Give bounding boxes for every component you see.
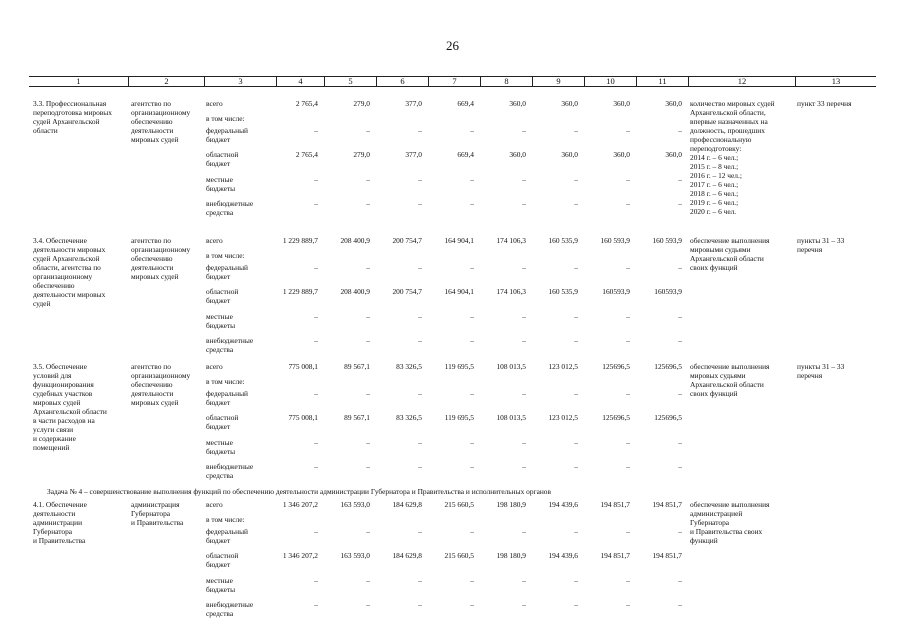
amount-cell: 89 567,1 <box>344 362 370 371</box>
amount-cell: 360,0 <box>561 150 578 159</box>
amount-cell: – <box>678 263 682 272</box>
amount-cell: – <box>574 263 578 272</box>
amount-cell: – <box>314 263 318 272</box>
funding-source-label: всего <box>206 236 223 245</box>
amount-cell: 360,0 <box>613 150 630 159</box>
expected-result: обеспечение выполнения администрацией Губернатора и Правительства своих функций <box>690 500 770 545</box>
funding-source-label: внебюджетные средства <box>206 199 254 217</box>
amount-cell: – <box>470 312 474 321</box>
section-executor: агентство по организационному обеспечению деятельности мировых судей <box>131 99 191 144</box>
amount-cell: – <box>470 126 474 135</box>
amount-cell: – <box>470 600 474 609</box>
amount-cell: – <box>678 462 682 471</box>
amount-cell: 163 593,0 <box>340 500 370 509</box>
amount-cell: – <box>678 600 682 609</box>
amount-cell: 163 593,0 <box>340 551 370 560</box>
amount-cell: – <box>366 336 370 345</box>
amount-cell: 200 754,7 <box>392 236 422 245</box>
funding-source-label: областной бюджет <box>206 551 239 569</box>
amount-cell: 125696,5 <box>602 362 630 371</box>
amount-cell: – <box>678 576 682 585</box>
amount-cell: 279,0 <box>353 99 370 108</box>
amount-cell: – <box>574 600 578 609</box>
amount-cell: – <box>522 600 526 609</box>
amount-cell: – <box>626 336 630 345</box>
amount-cell: – <box>418 263 422 272</box>
reference-note: пункт 33 перечня <box>797 99 852 108</box>
amount-cell: – <box>678 389 682 398</box>
funding-source-label: местные бюджеты <box>206 175 236 193</box>
section-name: 3.4. Обеспечение деятельности мировых судей Архангельской области, агентства по организационному обеспечению деятельности мировых судей <box>33 236 106 308</box>
section-executor: агентство по организационному обеспечению деятельности мировых судей <box>131 362 191 407</box>
amount-cell: – <box>626 199 630 208</box>
amount-cell: – <box>678 312 682 321</box>
amount-cell: 1 346 207,2 <box>282 500 318 509</box>
amount-cell: – <box>678 438 682 447</box>
section-row <box>29 362 876 489</box>
amount-cell: 2 765,4 <box>295 150 318 159</box>
amount-cell: 89 567,1 <box>344 413 370 422</box>
amount-cell: 125696,5 <box>654 362 682 371</box>
amount-cell: 164 904,1 <box>444 236 474 245</box>
funding-source-label: областной бюджет <box>206 413 239 431</box>
amount-cell: 208 400,9 <box>340 236 370 245</box>
amount-cell: 125696,5 <box>602 413 630 422</box>
amount-cell: – <box>314 312 318 321</box>
amount-cell: – <box>418 126 422 135</box>
section-executor: администрация Губернатора и Правительства <box>131 500 184 527</box>
amount-cell: 123 012,5 <box>548 413 578 422</box>
funding-source-label: внебюджетные средства <box>206 462 254 480</box>
amount-cell: – <box>522 263 526 272</box>
amount-cell: – <box>470 263 474 272</box>
amount-cell: – <box>574 389 578 398</box>
amount-cell: 215 660,5 <box>444 551 474 560</box>
amount-cell: 184 629,8 <box>392 551 422 560</box>
amount-cell: – <box>314 389 318 398</box>
column-header-3: 3 <box>204 77 276 86</box>
amount-cell: – <box>574 527 578 536</box>
funding-source-label: местные бюджеты <box>206 576 236 594</box>
amount-cell: – <box>522 389 526 398</box>
amount-cell: 200 754,7 <box>392 287 422 296</box>
task-4-heading: Задача № 4 – совершенствование выполнения функций по обеспечению деятельности администрации Губернатора и Правительства и исполнительных органов <box>47 487 551 496</box>
amount-cell: – <box>626 527 630 536</box>
amount-cell: – <box>678 126 682 135</box>
amount-cell: – <box>626 312 630 321</box>
amount-cell: 669,4 <box>457 99 474 108</box>
amount-cell: 279,0 <box>353 150 370 159</box>
amount-cell: 174 106,3 <box>496 236 526 245</box>
amount-cell: – <box>574 126 578 135</box>
amount-cell: – <box>470 389 474 398</box>
budget-table <box>29 76 876 618</box>
amount-cell: – <box>314 199 318 208</box>
amount-cell: – <box>574 438 578 447</box>
amount-cell: 198 180,9 <box>496 500 526 509</box>
column-header-12: 12 <box>688 77 795 86</box>
funding-source-label: в том числе: <box>206 251 245 260</box>
amount-cell: – <box>678 175 682 184</box>
amount-cell: 360,0 <box>509 99 526 108</box>
amount-cell: 1 229 889,7 <box>282 236 318 245</box>
amount-cell: 160 593,9 <box>652 236 682 245</box>
amount-cell: 360,0 <box>665 99 682 108</box>
amount-cell: 198 180,9 <box>496 551 526 560</box>
amount-cell: – <box>418 462 422 471</box>
amount-cell: – <box>314 600 318 609</box>
amount-cell: – <box>314 527 318 536</box>
amount-cell: – <box>470 462 474 471</box>
funding-source-label: федеральный бюджет <box>206 126 248 144</box>
amount-cell: – <box>678 199 682 208</box>
amount-cell: – <box>470 199 474 208</box>
amount-cell: 360,0 <box>509 150 526 159</box>
amount-cell: 184 629,8 <box>392 500 422 509</box>
amount-cell: 108 013,5 <box>496 362 526 371</box>
column-header-10: 10 <box>584 77 636 86</box>
amount-cell: – <box>678 336 682 345</box>
amount-cell: – <box>366 199 370 208</box>
funding-source-label: в том числе: <box>206 377 245 386</box>
amount-cell: 160593,9 <box>654 287 682 296</box>
amount-cell: 194 439,6 <box>548 551 578 560</box>
amount-cell: – <box>366 263 370 272</box>
amount-cell: – <box>522 462 526 471</box>
amount-cell: 160 593,9 <box>600 236 630 245</box>
reference-note: пункты 31 – 33 перечня <box>797 236 845 254</box>
amount-cell: – <box>418 389 422 398</box>
amount-cell: – <box>366 600 370 609</box>
amount-cell: 2 765,4 <box>295 99 318 108</box>
funding-source-label: всего <box>206 500 223 509</box>
column-header-row <box>29 76 876 87</box>
amount-cell: 164 904,1 <box>444 287 474 296</box>
amount-cell: – <box>366 175 370 184</box>
amount-cell: 1 346 207,2 <box>282 551 318 560</box>
amount-cell: – <box>574 175 578 184</box>
amount-cell: – <box>366 527 370 536</box>
section-row <box>29 500 876 627</box>
amount-cell: 377,0 <box>405 150 422 159</box>
amount-cell: – <box>314 438 318 447</box>
amount-cell: – <box>522 336 526 345</box>
amount-cell: – <box>366 462 370 471</box>
amount-cell: – <box>626 438 630 447</box>
amount-cell: – <box>626 263 630 272</box>
column-header-7: 7 <box>428 77 480 86</box>
amount-cell: 160 535,9 <box>548 287 578 296</box>
section-executor: агентство по организационному обеспечению деятельности мировых судей <box>131 236 191 281</box>
amount-cell: – <box>366 312 370 321</box>
funding-source-label: в том числе: <box>206 515 245 524</box>
section-name: 3.3. Профессиональная переподготовка мировых судей Архангельской области <box>33 99 112 135</box>
section-name: 4.1. Обеспечение деятельности администрации Губернатора и Правительства <box>33 500 87 545</box>
amount-cell: – <box>574 576 578 585</box>
amount-cell: 215 660,5 <box>444 500 474 509</box>
funding-source-label: федеральный бюджет <box>206 263 248 281</box>
amount-cell: – <box>470 438 474 447</box>
amount-cell: 125696,5 <box>654 413 682 422</box>
amount-cell: – <box>626 600 630 609</box>
amount-cell: 194 851,7 <box>600 551 630 560</box>
column-header-2: 2 <box>128 77 204 86</box>
column-header-11: 11 <box>636 77 688 86</box>
funding-source-label: федеральный бюджет <box>206 527 248 545</box>
funding-source-label: внебюджетные средства <box>206 336 254 354</box>
amount-cell: 669,4 <box>457 150 474 159</box>
amount-cell: 160 535,9 <box>548 236 578 245</box>
amount-cell: – <box>522 527 526 536</box>
amount-cell: – <box>418 576 422 585</box>
amount-cell: 119 695,5 <box>444 362 474 371</box>
amount-cell: – <box>574 336 578 345</box>
amount-cell: – <box>418 527 422 536</box>
amount-cell: – <box>314 462 318 471</box>
amount-cell: – <box>470 576 474 585</box>
amount-cell: – <box>626 462 630 471</box>
funding-source-label: в том числе: <box>206 114 245 123</box>
funding-source-label: федеральный бюджет <box>206 389 248 407</box>
funding-source-label: местные бюджеты <box>206 438 236 456</box>
amount-cell: – <box>470 527 474 536</box>
amount-cell: 194 439,6 <box>548 500 578 509</box>
funding-source-label: областной бюджет <box>206 287 239 305</box>
amount-cell: – <box>366 126 370 135</box>
amount-cell: – <box>314 175 318 184</box>
amount-cell: 360,0 <box>613 99 630 108</box>
expected-result: количество мировых судей Архангельской области, впервые назначенных на должность, прошедших профессиональную переподготовку: 2014 г. – 6 чел.; 2015 г. – 8 чел.; 2016 г. – 12 чел.; 2017 г. – 6 чел.; 2018 г. – 6 чел.; 2019 г. – 6 чел.; 2020 г. – 6 чел. <box>690 99 775 216</box>
amount-cell: – <box>626 175 630 184</box>
amount-cell: – <box>522 312 526 321</box>
section-row <box>29 236 876 363</box>
amount-cell: – <box>626 126 630 135</box>
amount-cell: – <box>626 576 630 585</box>
section-name: 3.5. Обеспечение условий для функционирования судебных участков мировых судей Архангельской области в части расходов на услуги связи и содержание помещений <box>33 362 107 452</box>
expected-result: обеспечение выполнения мировыми судьями Архангельской области своих функций <box>690 236 770 272</box>
amount-cell: 83 326,5 <box>396 362 422 371</box>
amount-cell: – <box>418 438 422 447</box>
amount-cell: 360,0 <box>561 99 578 108</box>
amount-cell: – <box>314 336 318 345</box>
amount-cell: 377,0 <box>405 99 422 108</box>
amount-cell: – <box>470 336 474 345</box>
section-row <box>29 99 876 226</box>
amount-cell: 160593,9 <box>602 287 630 296</box>
funding-source-label: всего <box>206 362 223 371</box>
amount-cell: 174 106,3 <box>496 287 526 296</box>
column-header-8: 8 <box>480 77 532 86</box>
amount-cell: – <box>574 199 578 208</box>
amount-cell: – <box>574 312 578 321</box>
amount-cell: 360,0 <box>665 150 682 159</box>
amount-cell: – <box>678 527 682 536</box>
amount-cell: – <box>366 576 370 585</box>
amount-cell: 775 008,1 <box>288 362 318 371</box>
funding-source-label: внебюджетные средства <box>206 600 254 618</box>
amount-cell: – <box>314 576 318 585</box>
column-header-1: 1 <box>76 76 81 86</box>
amount-cell: – <box>418 312 422 321</box>
amount-cell: – <box>418 600 422 609</box>
amount-cell: 119 695,5 <box>444 413 474 422</box>
amount-cell: 123 012,5 <box>548 362 578 371</box>
amount-cell: – <box>522 576 526 585</box>
amount-cell: 775 008,1 <box>288 413 318 422</box>
amount-cell: – <box>366 438 370 447</box>
amount-cell: – <box>366 389 370 398</box>
amount-cell: – <box>418 199 422 208</box>
column-header-4: 4 <box>276 77 324 86</box>
amount-cell: – <box>626 389 630 398</box>
amount-cell: 194 851,7 <box>600 500 630 509</box>
amount-cell: – <box>522 199 526 208</box>
amount-cell: – <box>418 336 422 345</box>
page-number: 26 <box>446 38 459 53</box>
column-header-5: 5 <box>324 77 376 86</box>
amount-cell: – <box>574 462 578 471</box>
funding-source-label: местные бюджеты <box>206 312 236 330</box>
amount-cell: – <box>314 126 318 135</box>
amount-cell: – <box>418 175 422 184</box>
amount-cell: 194 851,7 <box>652 551 682 560</box>
reference-note: пункты 31 – 33 перечня <box>797 362 845 380</box>
funding-source-label: областной бюджет <box>206 150 239 168</box>
amount-cell: – <box>522 438 526 447</box>
column-header-6: 6 <box>376 77 428 86</box>
amount-cell: 208 400,9 <box>340 287 370 296</box>
funding-source-label: всего <box>206 99 223 108</box>
amount-cell: 1 229 889,7 <box>282 287 318 296</box>
column-header-9: 9 <box>532 77 584 86</box>
amount-cell: – <box>522 126 526 135</box>
amount-cell: 83 326,5 <box>396 413 422 422</box>
amount-cell: 194 851,7 <box>652 500 682 509</box>
column-header-13: 13 <box>795 77 876 86</box>
amount-cell: 108 013,5 <box>496 413 526 422</box>
amount-cell: – <box>522 175 526 184</box>
expected-result: обеспечение выполнения мировых судьями Архангельской области своих функций <box>690 362 770 398</box>
amount-cell: – <box>470 175 474 184</box>
